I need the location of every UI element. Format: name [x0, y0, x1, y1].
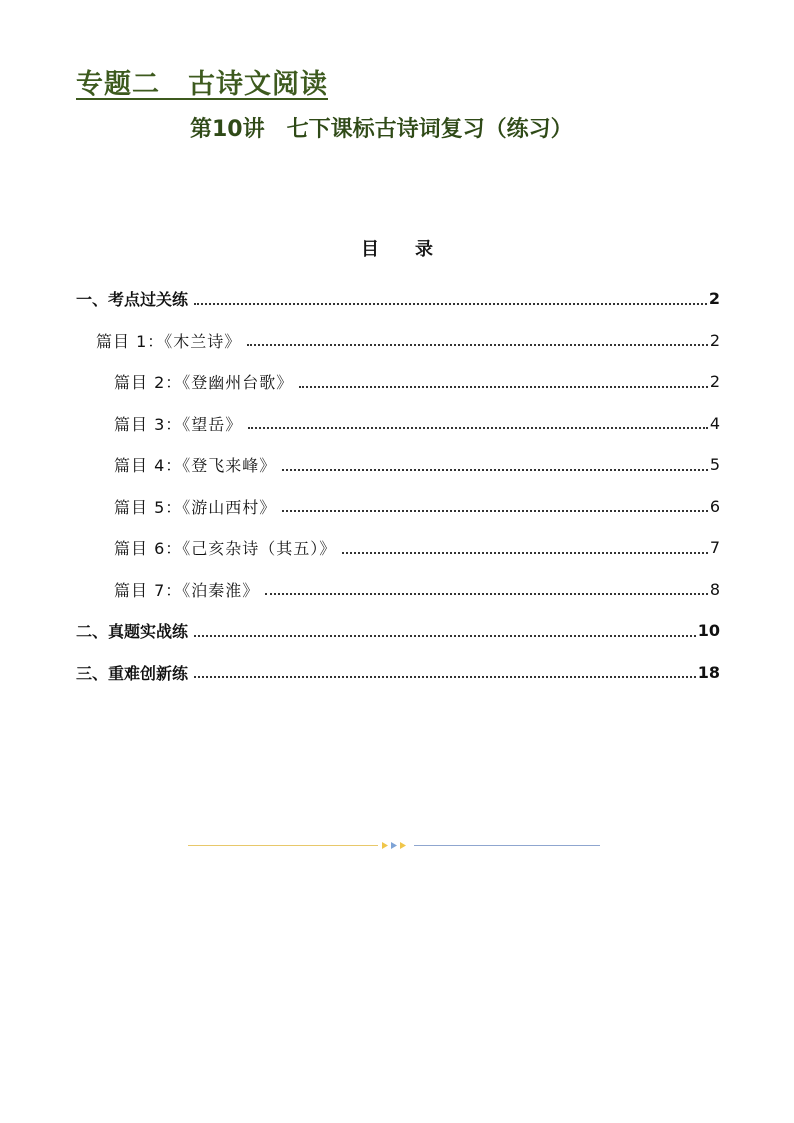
dot-leader: [265, 593, 708, 595]
toc-page-number: 7: [709, 538, 720, 558]
divider-line-left: [188, 845, 378, 846]
dot-leader: [299, 386, 708, 388]
toc-entry[interactable]: [76, 320, 720, 362]
dot-leader: [282, 510, 708, 512]
toc-page-number: 8: [709, 579, 720, 599]
toc-entry[interactable]: [76, 652, 720, 694]
toc-entry-label: 篇目 7：《泊秦淮》: [114, 580, 260, 600]
toc-entry[interactable]: [76, 278, 720, 320]
toc-entry[interactable]: [76, 486, 720, 528]
topic-title: 专题二 古诗文阅读: [76, 69, 328, 100]
toc-page-number: 2: [709, 330, 720, 350]
toc-entry-label: 篇目 5：《游山西村》: [114, 497, 277, 517]
dot-leader: [248, 427, 708, 429]
lecture-title: 第10讲 七下课标古诗词复习（练习）: [190, 117, 573, 142]
toc-entry[interactable]: [76, 361, 720, 403]
toc-page-number: 10: [697, 621, 720, 641]
divider-line-right: [414, 845, 600, 846]
toc-entry-label: 篇目 6：《己亥杂诗（其五）》: [114, 539, 337, 559]
dot-leader: [342, 552, 708, 554]
toc-page-number: 5: [709, 455, 720, 475]
toc-page-number: 2: [708, 289, 720, 309]
decorative-divider: [188, 845, 602, 848]
toc-page-number: 2: [709, 372, 720, 392]
toc-entry[interactable]: [76, 527, 720, 569]
toc-page-number: 6: [709, 496, 720, 516]
toc-entry[interactable]: [76, 403, 720, 445]
toc-entry-label: 三、重难创新练: [76, 663, 189, 683]
toc-entry[interactable]: [76, 610, 720, 652]
toc-page-number: 4: [709, 413, 720, 433]
toc-page-number: 18: [697, 662, 720, 682]
toc-entry-label: 一、考点过关练: [76, 290, 189, 310]
dot-leader: [194, 303, 707, 305]
dot-leader: [247, 344, 708, 346]
toc-entry[interactable]: [76, 569, 720, 611]
table-of-contents: [76, 278, 720, 693]
toc-heading: 目 录: [361, 239, 433, 260]
toc-entry-label: 篇目 1：《木兰诗》: [96, 331, 242, 351]
toc-entry-label: 篇目 2：《登幽州台歌》: [114, 373, 294, 393]
dot-leader: [194, 676, 696, 678]
triple-arrow-icon: [380, 841, 410, 850]
toc-entry-label: 二、真题实战练: [76, 622, 189, 642]
toc-entry-label: 篇目 4：《登飞来峰》: [114, 456, 277, 476]
toc-entry-label: 篇目 3：《望岳》: [114, 414, 243, 434]
dot-leader: [282, 469, 708, 471]
toc-entry[interactable]: [76, 444, 720, 486]
dot-leader: [194, 635, 696, 637]
